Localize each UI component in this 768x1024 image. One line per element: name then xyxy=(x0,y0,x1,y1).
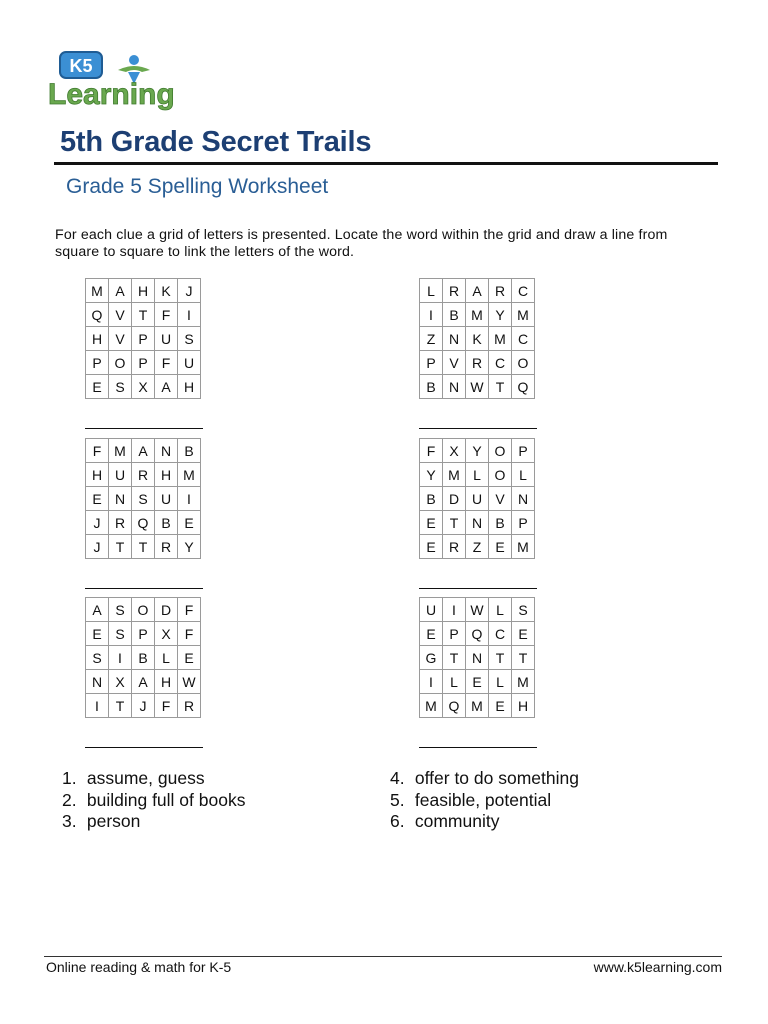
grid-row xyxy=(420,694,535,718)
grid-row xyxy=(86,303,201,327)
clue-number: 5. xyxy=(390,789,405,810)
grid-row xyxy=(420,598,535,622)
grid-cell[interactable]: T xyxy=(512,646,535,670)
grid-cell[interactable]: M xyxy=(109,439,132,463)
grid-cell[interactable]: S xyxy=(109,598,132,622)
grid-cell[interactable]: S xyxy=(132,487,155,511)
grid-cell[interactable]: F xyxy=(420,439,443,463)
grid-cell[interactable]: C xyxy=(512,327,535,351)
grid-cell[interactable]: L xyxy=(489,670,512,694)
grid-cell[interactable]: U xyxy=(155,487,178,511)
clue-text: assume, guess xyxy=(86,768,205,788)
grid-cell[interactable]: E xyxy=(420,511,443,535)
grid-cell[interactable]: I xyxy=(420,670,443,694)
grid-cell[interactable]: D xyxy=(443,487,466,511)
letter-grid-6 xyxy=(419,597,535,718)
answer-line xyxy=(85,428,203,429)
grid-cell[interactable]: V xyxy=(443,351,466,375)
grid-cell[interactable]: T xyxy=(109,694,132,718)
grid-row xyxy=(420,487,535,511)
grid-cell[interactable]: F xyxy=(86,439,109,463)
grid-cell[interactable]: X xyxy=(109,670,132,694)
grid-table xyxy=(85,597,201,718)
grid-cell[interactable]: R xyxy=(443,279,466,303)
grid-row xyxy=(420,463,535,487)
grid-cell[interactable]: U xyxy=(155,327,178,351)
grid-cell[interactable]: L xyxy=(512,463,535,487)
instructions-text: For each clue a grid of letters is presented. Locate the word within the grid and draw a line from square to square to link the letters of the word. xyxy=(55,227,668,260)
grid-cell[interactable]: Q xyxy=(512,375,535,399)
grid-cell[interactable]: Y xyxy=(420,463,443,487)
grid-row xyxy=(420,303,535,327)
grid-cell[interactable]: P xyxy=(132,351,155,375)
title-divider xyxy=(54,162,718,165)
grid-row xyxy=(86,670,201,694)
clue-item xyxy=(390,811,579,833)
grid-cell[interactable]: B xyxy=(178,439,201,463)
grid-cell[interactable]: S xyxy=(512,598,535,622)
answer-line xyxy=(419,588,537,589)
grid-cell[interactable]: P xyxy=(443,622,466,646)
grid-cell[interactable]: C xyxy=(512,279,535,303)
grid-cell[interactable]: T xyxy=(132,303,155,327)
grid-cell[interactable]: N xyxy=(109,487,132,511)
grid-cell[interactable]: V xyxy=(489,487,512,511)
answer-line xyxy=(419,747,537,748)
grid-cell[interactable]: F xyxy=(155,303,178,327)
grid-cell[interactable]: J xyxy=(86,511,109,535)
grid-cell[interactable]: U xyxy=(466,487,489,511)
grid-cell[interactable]: I xyxy=(178,303,201,327)
grid-cell[interactable]: B xyxy=(132,646,155,670)
clue-item xyxy=(62,790,245,812)
page-title: 5th Grade Secret Trails xyxy=(60,126,372,158)
grid-cell[interactable]: J xyxy=(132,694,155,718)
grid-cell[interactable]: N xyxy=(466,646,489,670)
grid-cell[interactable]: O xyxy=(512,351,535,375)
grid-cell[interactable]: E xyxy=(466,670,489,694)
grid-cell[interactable]: N xyxy=(443,327,466,351)
grid-table xyxy=(419,597,535,718)
grid-cell[interactable]: O xyxy=(489,439,512,463)
answer-line xyxy=(85,588,203,589)
grid-cell[interactable]: L xyxy=(489,598,512,622)
grid-cell[interactable]: Q xyxy=(443,694,466,718)
grid-row xyxy=(86,694,201,718)
grid-cell[interactable]: T xyxy=(109,535,132,559)
grid-cell[interactable]: A xyxy=(109,279,132,303)
svg-text:Learning: Learning xyxy=(48,78,175,111)
grid-cell[interactable]: Y xyxy=(178,535,201,559)
letter-grid-1 xyxy=(85,278,201,399)
grid-cell[interactable]: F xyxy=(155,694,178,718)
grid-cell[interactable]: M xyxy=(443,463,466,487)
grid-cell[interactable]: J xyxy=(86,535,109,559)
grid-cell[interactable]: O xyxy=(132,598,155,622)
grid-cell[interactable]: M xyxy=(466,694,489,718)
grid-cell[interactable]: N xyxy=(512,487,535,511)
grid-cell[interactable]: Q xyxy=(466,622,489,646)
grid-cell[interactable]: W xyxy=(466,598,489,622)
grid-cell[interactable]: H xyxy=(86,327,109,351)
grid-cell[interactable]: J xyxy=(178,279,201,303)
grid-cell[interactable]: M xyxy=(512,535,535,559)
grid-cell[interactable]: E xyxy=(420,535,443,559)
grid-row xyxy=(86,439,201,463)
grid-cell[interactable]: R xyxy=(109,511,132,535)
grid-row xyxy=(86,646,201,670)
grid-cell[interactable]: C xyxy=(489,351,512,375)
grid-cell[interactable]: R xyxy=(443,535,466,559)
grid-cell[interactable]: D xyxy=(155,598,178,622)
grid-cell[interactable]: B xyxy=(443,303,466,327)
grid-row xyxy=(420,670,535,694)
grid-cell[interactable]: Z xyxy=(420,327,443,351)
grid-cell[interactable]: H xyxy=(155,670,178,694)
grid-row xyxy=(86,535,201,559)
grid-cell[interactable]: U xyxy=(178,351,201,375)
grid-cell[interactable]: E xyxy=(178,646,201,670)
grid-row xyxy=(420,622,535,646)
grid-table xyxy=(85,438,201,559)
grid-cell[interactable]: H xyxy=(512,694,535,718)
grid-cell[interactable]: H xyxy=(86,463,109,487)
grid-cell[interactable]: I xyxy=(109,646,132,670)
clue-item xyxy=(390,768,579,790)
grid-cell[interactable]: Q xyxy=(86,303,109,327)
grid-cell[interactable]: B xyxy=(420,487,443,511)
clues-left-column xyxy=(62,768,245,833)
grid-cell[interactable]: R xyxy=(178,694,201,718)
footer-divider xyxy=(44,956,722,957)
grid-cell[interactable]: P xyxy=(512,511,535,535)
grid-cell[interactable]: T xyxy=(443,646,466,670)
letter-grid-2 xyxy=(419,278,535,399)
grid-cell[interactable]: H xyxy=(132,279,155,303)
grid-cell[interactable]: R xyxy=(132,463,155,487)
grid-cell[interactable]: F xyxy=(178,598,201,622)
grid-cell[interactable]: N xyxy=(86,670,109,694)
grid-cell[interactable]: B xyxy=(155,511,178,535)
grid-cell[interactable]: G xyxy=(420,646,443,670)
grid-cell[interactable]: M xyxy=(86,279,109,303)
grid-row xyxy=(86,327,201,351)
clue-item xyxy=(390,790,579,812)
clue-text: offer to do something xyxy=(414,768,579,788)
grid-cell[interactable]: M xyxy=(489,327,512,351)
grid-cell[interactable]: I xyxy=(420,303,443,327)
grid-cell[interactable]: R xyxy=(466,351,489,375)
grid-cell[interactable]: P xyxy=(420,351,443,375)
grid-cell[interactable]: S xyxy=(109,375,132,399)
grid-cell[interactable]: A xyxy=(132,670,155,694)
grid-cell[interactable]: F xyxy=(155,351,178,375)
grid-row xyxy=(420,375,535,399)
grid-cell[interactable]: R xyxy=(155,535,178,559)
letter-grid-5 xyxy=(85,597,201,718)
clue-number: 6. xyxy=(390,811,405,831)
grid-cell[interactable]: B xyxy=(489,511,512,535)
answer-line xyxy=(419,428,537,429)
grid-cell[interactable]: N xyxy=(155,439,178,463)
clue-number: 4. xyxy=(390,768,405,788)
grid-cell[interactable]: O xyxy=(109,351,132,375)
grid-cell[interactable]: O xyxy=(489,463,512,487)
grid-cell[interactable]: T xyxy=(489,646,512,670)
grid-row xyxy=(86,463,201,487)
grid-cell[interactable]: M xyxy=(466,303,489,327)
grid-cell[interactable]: X xyxy=(443,439,466,463)
grid-cell[interactable]: N xyxy=(443,375,466,399)
grid-cell[interactable]: S xyxy=(86,646,109,670)
grid-cell[interactable]: V xyxy=(109,303,132,327)
grid-cell[interactable]: K xyxy=(466,327,489,351)
footer-website: www.k5learning.com xyxy=(593,959,722,975)
grid-row xyxy=(86,279,201,303)
grid-cell[interactable]: P xyxy=(132,622,155,646)
clue-text: person xyxy=(86,811,141,831)
grid-cell[interactable]: E xyxy=(86,622,109,646)
grid-cell[interactable]: E xyxy=(86,375,109,399)
grid-cell[interactable]: V xyxy=(109,327,132,351)
grid-cell[interactable]: M xyxy=(512,303,535,327)
grid-cell[interactable]: X xyxy=(155,622,178,646)
clue-text: feasible, potential xyxy=(414,789,552,810)
grid-row xyxy=(86,598,201,622)
grid-cell[interactable]: M xyxy=(512,670,535,694)
grid-cell[interactable]: S xyxy=(178,327,201,351)
grid-cell[interactable]: E xyxy=(420,622,443,646)
grid-cell[interactable]: W xyxy=(466,375,489,399)
grid-cell[interactable]: T xyxy=(489,375,512,399)
grid-cell[interactable]: A xyxy=(132,439,155,463)
grid-cell[interactable]: R xyxy=(489,279,512,303)
letter-grid-3 xyxy=(85,438,201,559)
grid-row xyxy=(420,646,535,670)
grid-cell[interactable]: S xyxy=(109,622,132,646)
grid-cell[interactable]: M xyxy=(178,463,201,487)
grid-cell[interactable]: M xyxy=(420,694,443,718)
footer-tagline: Online reading & math for K-5 xyxy=(46,959,232,975)
grid-cell[interactable]: Q xyxy=(132,511,155,535)
page-subtitle: Grade 5 Spelling Worksheet xyxy=(66,175,329,198)
grid-row xyxy=(86,351,201,375)
grid-row xyxy=(86,622,201,646)
grid-cell[interactable]: Z xyxy=(466,535,489,559)
k5-learning-logo xyxy=(46,48,191,112)
grid-row xyxy=(420,439,535,463)
grid-cell[interactable]: A xyxy=(86,598,109,622)
grid-cell[interactable]: E xyxy=(489,694,512,718)
grid-cell[interactable]: L xyxy=(466,463,489,487)
grid-cell[interactable]: E xyxy=(489,535,512,559)
grid-cell[interactable]: E xyxy=(86,487,109,511)
answer-line xyxy=(85,747,203,748)
grid-cell[interactable]: I xyxy=(443,598,466,622)
grid-cell[interactable]: I xyxy=(178,487,201,511)
grid-cell[interactable]: A xyxy=(155,375,178,399)
grid-cell[interactable]: C xyxy=(489,622,512,646)
grid-cell[interactable]: F xyxy=(178,622,201,646)
grid-cell[interactable]: L xyxy=(420,279,443,303)
grid-row xyxy=(420,351,535,375)
grid-cell[interactable]: A xyxy=(466,279,489,303)
grid-cell[interactable]: U xyxy=(420,598,443,622)
grid-cell[interactable]: Y xyxy=(489,303,512,327)
grid-cell[interactable]: Y xyxy=(466,439,489,463)
grid-cell[interactable]: K xyxy=(155,279,178,303)
grid-table xyxy=(419,438,535,559)
clues-right-column xyxy=(390,768,579,833)
clue-number: 2. xyxy=(62,789,77,810)
letter-grid-4 xyxy=(419,438,535,559)
grid-cell[interactable]: N xyxy=(466,511,489,535)
grid-cell[interactable]: X xyxy=(132,375,155,399)
grid-cell[interactable]: W xyxy=(178,670,201,694)
grid-cell[interactable]: T xyxy=(443,511,466,535)
grid-cell[interactable]: L xyxy=(443,670,466,694)
grid-cell[interactable]: P xyxy=(86,351,109,375)
grid-row xyxy=(420,327,535,351)
grid-row xyxy=(420,535,535,559)
grid-row xyxy=(86,487,201,511)
clue-text: building full of books xyxy=(86,789,246,810)
grid-row xyxy=(420,279,535,303)
grid-cell[interactable]: H xyxy=(155,463,178,487)
grid-cell[interactable]: E xyxy=(178,511,201,535)
grid-row xyxy=(420,511,535,535)
grid-table xyxy=(85,278,201,399)
clue-number: 3. xyxy=(62,811,77,831)
grid-cell[interactable]: L xyxy=(155,646,178,670)
grid-cell[interactable]: I xyxy=(86,694,109,718)
grid-table xyxy=(419,278,535,399)
grid-cell[interactable]: U xyxy=(109,463,132,487)
grid-cell[interactable]: H xyxy=(178,375,201,399)
grid-row xyxy=(86,511,201,535)
grid-cell[interactable]: T xyxy=(132,535,155,559)
clue-item xyxy=(62,768,245,790)
clue-number: 1. xyxy=(62,768,77,788)
grid-cell[interactable]: P xyxy=(132,327,155,351)
grid-row xyxy=(86,375,201,399)
grid-cell[interactable]: P xyxy=(512,439,535,463)
clue-text: community xyxy=(414,811,500,831)
clue-item xyxy=(62,811,245,833)
grid-cell[interactable]: E xyxy=(512,622,535,646)
svg-text:K5: K5 xyxy=(69,56,93,76)
grid-cell[interactable]: B xyxy=(420,375,443,399)
